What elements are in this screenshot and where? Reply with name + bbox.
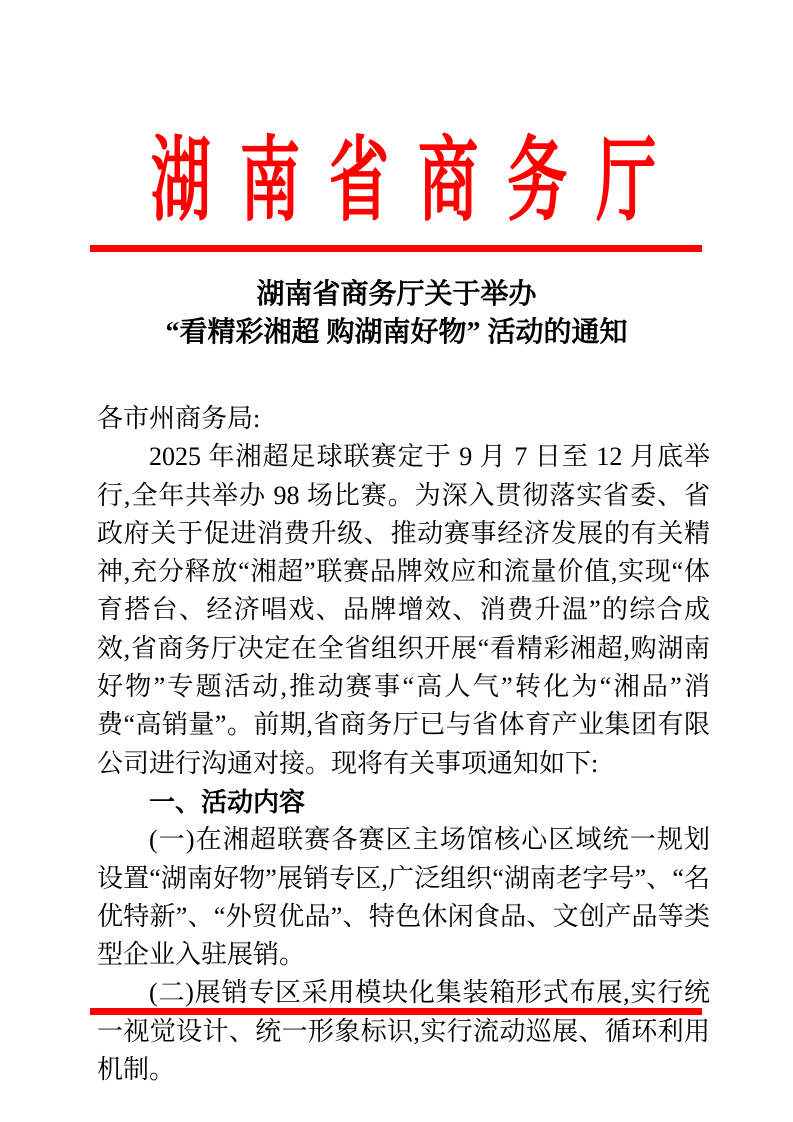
section1-item1: (一)在湘超联赛各赛区主场馆核心区域统一规划设置“湖南好物”展销专区,广泛组织“湖南老字号”、“名优特新”、“外贸优品”、特色休闲食品、文创产品等类型企业入驻展销。 xyxy=(97,825,710,970)
salutation: 各市州商务局: xyxy=(97,404,261,433)
org-name: 湖南省商务厅 xyxy=(151,130,686,232)
letterhead xyxy=(0,0,793,230)
red-separator-bottom xyxy=(90,1008,702,1015)
document-title-line2: “看精彩湘超 购湖南好物” 活动的通知 xyxy=(165,317,628,348)
document-body xyxy=(97,400,710,1089)
section1-item2: (二)展销专区采用模块化集装箱形式布展,实行统一视觉设计、统一形象标识,实行流动巡展、循环利用机制。 xyxy=(97,978,710,1085)
section1-heading: 一、活动内容 xyxy=(149,786,306,817)
document-title-line1: 湖南省商务厅关于举办 xyxy=(256,279,537,310)
red-separator-top xyxy=(90,245,702,252)
document-title xyxy=(0,276,793,352)
intro-paragraph: 2025 年湘超足球联赛定于 9 月 7 日至 12 月底举行,全年共举办 98 场比赛。为深入贯彻落实省委、省政府关于促进消费升级、推动赛事经济发展的有关精神,充分释放“湘超”联赛品牌效应和流量价值,实现“体育搭台、经济唱戏、品牌增效、消费升温”的综合成效,省商务厅决定在全省组织开展“看精彩湘超,购湖南好物”专题活动,推动赛事“高人气”转化为“湘品”消费“高销量”。前期,省商务厅已与省体育产业集团有限公司进行沟通对接。现将有关事项通知如下: xyxy=(97,442,710,778)
